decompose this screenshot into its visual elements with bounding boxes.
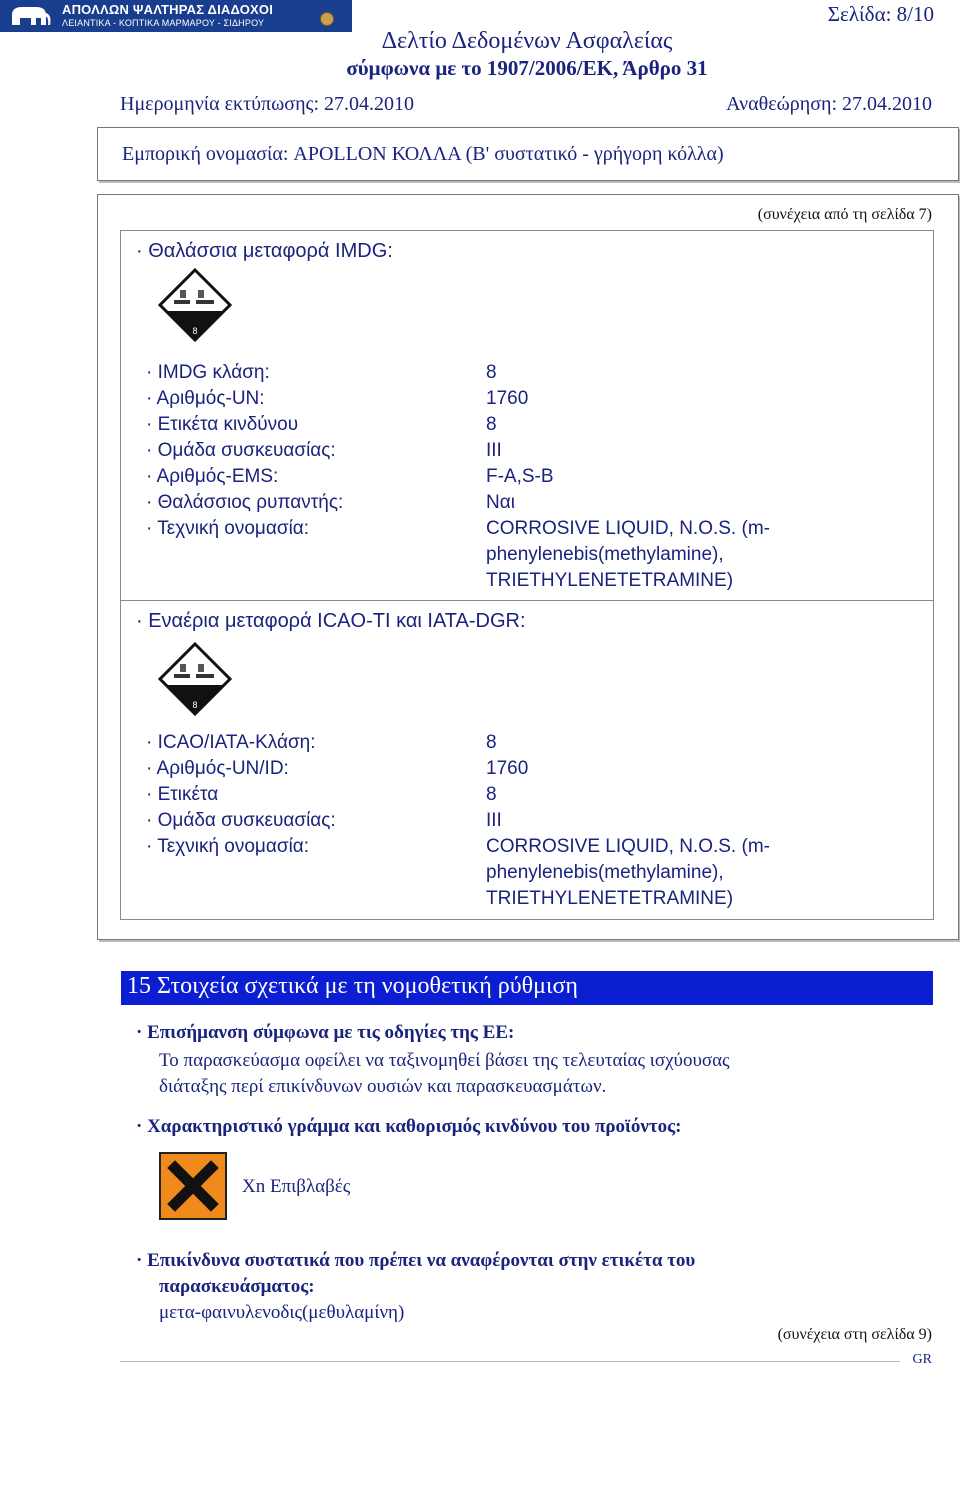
- print-date: Ημερομηνία εκτύπωσης: 27.04.2010: [120, 93, 415, 115]
- imdg-tech-cont: phenylenebis(methylamine),: [486, 544, 724, 565]
- section-15-title: 15 Στοιχεία σχετικά με τη νομοθετική ρύθμιση: [127, 973, 578, 999]
- continued-from: (συνέχεια από τη σελίδα 7): [757, 206, 932, 223]
- symbol-text: Xn Επιβλαβές: [242, 1176, 351, 1197]
- icao-tech-cont: TRIETHYLENETETRAMINE): [486, 888, 734, 909]
- imdg-row-label: · Θαλάσσιος ρυπαντής:: [146, 492, 344, 513]
- icao-row-label: · Τεχνική ονομασία:: [146, 836, 310, 857]
- imdg-row-label: · Τεχνική ονομασία:: [146, 518, 310, 539]
- elephant-icon: [6, 3, 54, 29]
- hazard-label: παρασκευάσματος:: [159, 1276, 315, 1297]
- imdg-row-value: 1760: [486, 388, 529, 409]
- section-15-heading: [121, 971, 933, 1005]
- imdg-heading: · Θαλάσσια μεταφορά IMDG:: [136, 240, 393, 262]
- imdg-row-label: · Ετικέτα κινδύνου: [146, 414, 299, 435]
- imdg-row-label: · Αριθμός-UN:: [146, 388, 265, 409]
- icao-row-value: 1760: [486, 758, 529, 779]
- trade-name-box: [97, 127, 959, 181]
- icao-row-value: CORROSIVE LIQUID, N.O.S. (m-: [486, 836, 770, 857]
- imdg-row-value: 8: [486, 362, 497, 383]
- document-subtitle: σύμφωνα με το 1907/2006/ΕΚ, Άρθρο 31: [346, 56, 708, 80]
- hazard-label: · Επικίνδυνα συστατικά που πρέπει να αναφέρονται στην ετικέτα του: [136, 1250, 696, 1271]
- imdg-row-value: 8: [486, 414, 497, 435]
- page-number: Σελίδα: 8/10: [827, 2, 934, 26]
- icao-row-label: · ICAO/IATA-Κλάση:: [146, 732, 316, 753]
- document-title: Δελτίο Δεδομένων Ασφαλείας: [381, 28, 673, 54]
- imdg-row-value: F-A,S-B: [486, 466, 554, 487]
- icao-row-label: · Αριθμός-UN/ID:: [146, 758, 289, 779]
- diamond-number: 8: [192, 326, 198, 336]
- icao-row-value: 8: [486, 732, 497, 753]
- icao-row-value: III: [486, 810, 502, 831]
- eu-text: Το παρασκεύασμα οφείλει να ταξινομηθεί βάσει της τελευταίας ισχύουσας: [159, 1050, 730, 1071]
- language-code: GR: [912, 1352, 932, 1367]
- diamond-number: 8: [192, 700, 198, 710]
- icao-tech-cont: phenylenebis(methylamine),: [486, 862, 724, 883]
- harmful-x-icon: [159, 1152, 227, 1220]
- corrosive-diamond-icon: [158, 642, 232, 716]
- logo-line2: ΛΕΙΑΝΤΙΚΑ - ΚΟΠΤΙΚΑ ΜΑΡΜΑΡΟΥ - ΣΙΔΗΡΟΥ: [62, 18, 265, 28]
- footer-line: [120, 1361, 900, 1362]
- imdg-row-value: CORROSIVE LIQUID, N.O.S. (m-: [486, 518, 770, 539]
- icao-row-value: 8: [486, 784, 497, 805]
- imdg-tech-cont: TRIETHYLENETETRAMINE): [486, 570, 734, 591]
- continued-to: (συνέχεια στη σελίδα 9): [777, 1326, 932, 1343]
- symbol-label: · Χαρακτηριστικό γράμμα και καθορισμός κινδύνου του προϊόντος:: [136, 1116, 682, 1137]
- eu-label: · Επισήμανση σύμφωνα με τις οδηγίες της ΕΕ:: [136, 1022, 515, 1043]
- imdg-row-value: Ναι: [486, 492, 515, 513]
- imdg-row-label: · Αριθμός-EMS:: [146, 466, 279, 487]
- divider: [121, 600, 933, 601]
- icao-heading: · Εναέρια μεταφορά ICAO-TI και IATA-DGR:: [136, 610, 526, 632]
- corrosive-diamond-icon: [158, 268, 232, 342]
- imdg-row-label: · Ομάδα συσκευασίας:: [146, 440, 336, 461]
- icao-row-label: · Ομάδα συσκευασίας:: [146, 810, 336, 831]
- icao-row-label: · Ετικέτα: [146, 784, 219, 805]
- revision-date: Αναθεώρηση: 27.04.2010: [726, 93, 932, 115]
- seal-icon: [320, 12, 334, 26]
- imdg-row-value: III: [486, 440, 502, 461]
- imdg-row-label: · IMDG κλάση:: [146, 362, 270, 383]
- eu-text: διάταξης περί επικίνδυνων ουσιών και παρασκευασμάτων.: [159, 1076, 607, 1097]
- logo-line1: ΑΠΟΛΛΩΝ ΨΑΛΤΗΡΑΣ ΔΙΑΔΟΧΟΙ: [62, 2, 274, 17]
- trade-name: Εμπορική ονομασία: APOLLON ΚΟΛΛΑ (B' συστατικό - γρήγορη κόλλα): [122, 143, 724, 165]
- hazard-value: μετα-φαινυλενοδις(μεθυλαμίνη): [159, 1302, 405, 1323]
